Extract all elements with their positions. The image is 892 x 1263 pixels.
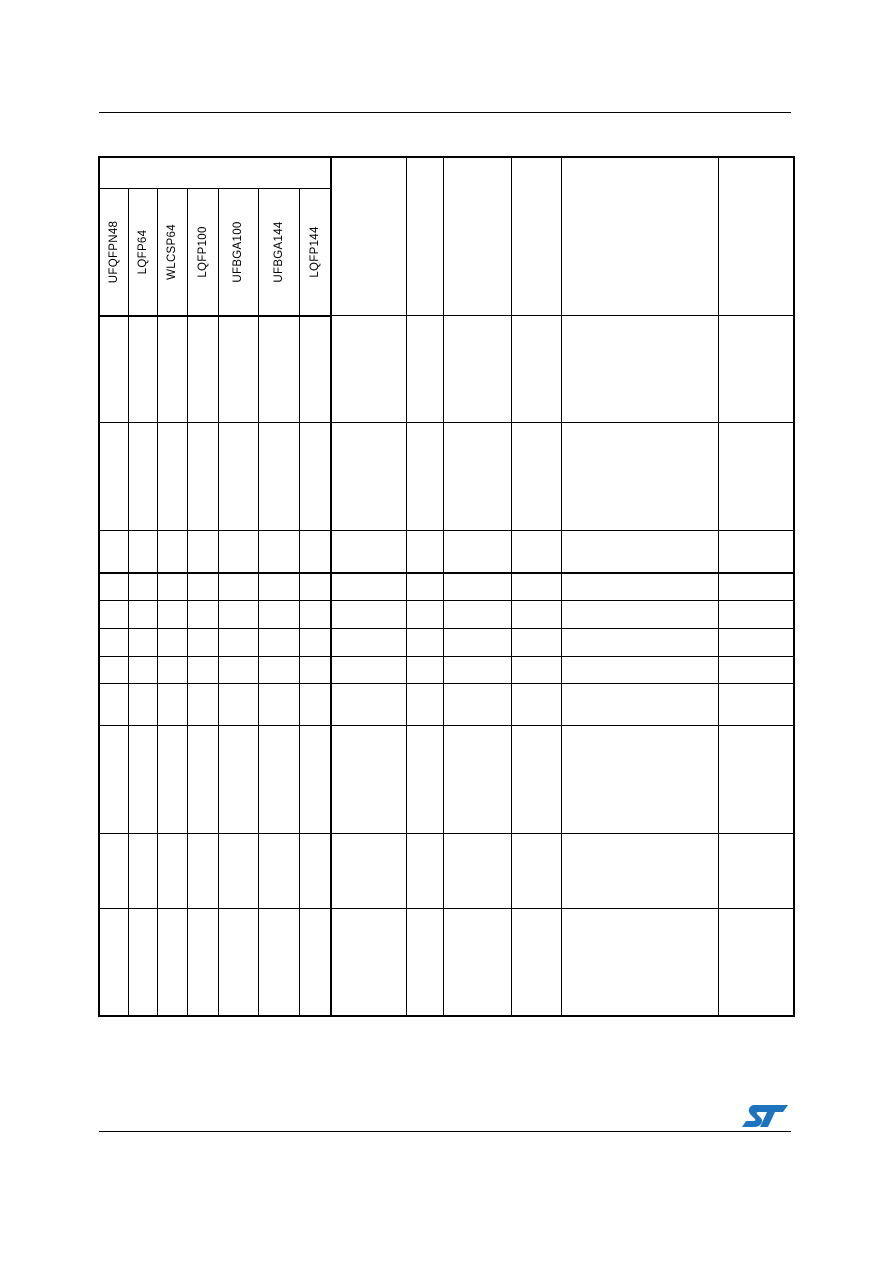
table-cell <box>299 834 331 909</box>
table-cell <box>561 573 718 601</box>
table-cell <box>718 316 794 423</box>
table-cell <box>99 531 128 573</box>
table-cell <box>406 684 443 726</box>
table-cell <box>561 657 718 684</box>
table-cell <box>561 531 718 573</box>
table-cell <box>511 834 561 909</box>
notes-header <box>511 157 561 316</box>
table-cell <box>187 573 218 601</box>
table-cell <box>99 601 128 629</box>
table-cell <box>218 573 258 601</box>
table-cell <box>299 531 331 573</box>
table-cell <box>99 684 128 726</box>
table-cell <box>157 834 187 909</box>
table-cell <box>128 601 157 629</box>
table-cell <box>258 684 299 726</box>
table-cell <box>99 726 128 834</box>
table-cell <box>258 423 299 531</box>
table-cell <box>331 316 406 423</box>
pin-name-header <box>331 157 406 316</box>
table-cell <box>157 726 187 834</box>
table-cell <box>99 423 128 531</box>
table-cell <box>187 657 218 684</box>
table-row <box>99 316 794 423</box>
table-cell <box>511 531 561 573</box>
table-cell <box>99 909 128 1016</box>
table-cell <box>443 531 511 573</box>
package-header-wlcsp64: WLCSP64 <box>157 188 187 316</box>
table-cell <box>561 834 718 909</box>
table-cell <box>718 909 794 1016</box>
table-body <box>99 316 794 1016</box>
table-cell <box>258 657 299 684</box>
table-cell <box>258 531 299 573</box>
table-cell <box>331 909 406 1016</box>
table-cell <box>299 909 331 1016</box>
table-cell <box>406 573 443 601</box>
table-cell <box>218 531 258 573</box>
table-cell <box>258 726 299 834</box>
table-row <box>99 423 794 531</box>
table-cell <box>187 601 218 629</box>
table-cell <box>218 726 258 834</box>
table-cell <box>218 909 258 1016</box>
table-cell <box>331 834 406 909</box>
table-cell <box>157 657 187 684</box>
table-row <box>99 531 794 573</box>
table-cell <box>331 423 406 531</box>
table-cell <box>561 423 718 531</box>
table-cell <box>187 423 218 531</box>
table-cell <box>157 909 187 1016</box>
table-cell <box>187 834 218 909</box>
table-cell <box>511 316 561 423</box>
table-row <box>99 684 794 726</box>
table-cell <box>99 316 128 423</box>
table-cell <box>128 573 157 601</box>
table-cell <box>299 573 331 601</box>
table-cell <box>128 909 157 1016</box>
table-cell <box>443 316 511 423</box>
table-cell <box>128 629 157 657</box>
table-cell <box>718 684 794 726</box>
table-cell <box>561 316 718 423</box>
table-cell <box>511 423 561 531</box>
table-cell <box>331 684 406 726</box>
table-cell <box>187 531 218 573</box>
table-row <box>99 834 794 909</box>
package-header-lqfp100: LQFP100 <box>187 188 218 316</box>
package-header-ufbga144: UFBGA144 <box>258 188 299 316</box>
package-header-ufbga100: UFBGA100 <box>218 188 258 316</box>
io-structure-header <box>443 157 511 316</box>
table-cell <box>718 629 794 657</box>
table-cell <box>187 316 218 423</box>
table-cell <box>187 909 218 1016</box>
table-cell <box>157 684 187 726</box>
table-cell <box>718 423 794 531</box>
table-cell <box>299 316 331 423</box>
table-cell <box>443 834 511 909</box>
table-cell <box>128 726 157 834</box>
pin-number-group-header <box>99 157 331 188</box>
table-cell <box>258 601 299 629</box>
table-cell <box>99 573 128 601</box>
table-cell <box>406 629 443 657</box>
table-cell <box>561 684 718 726</box>
table-cell <box>443 726 511 834</box>
table-cell <box>406 423 443 531</box>
table-cell <box>99 657 128 684</box>
table-cell <box>406 531 443 573</box>
table-cell <box>406 601 443 629</box>
table-row <box>99 629 794 657</box>
pin-type-header <box>406 157 443 316</box>
table-cell <box>187 629 218 657</box>
alternate-functions-header <box>561 157 718 316</box>
table-cell <box>99 629 128 657</box>
table-cell <box>157 531 187 573</box>
table-cell <box>218 316 258 423</box>
table-cell <box>561 909 718 1016</box>
table-cell <box>258 909 299 1016</box>
footer-rule <box>99 1131 791 1132</box>
table-cell <box>299 423 331 531</box>
table-cell <box>511 909 561 1016</box>
table-cell <box>128 834 157 909</box>
table-cell <box>718 531 794 573</box>
table-cell <box>299 657 331 684</box>
table-cell <box>511 601 561 629</box>
table-cell <box>406 657 443 684</box>
table-cell <box>511 726 561 834</box>
table-cell <box>718 601 794 629</box>
table-cell <box>157 573 187 601</box>
table-cell <box>157 629 187 657</box>
additional-functions-header <box>718 157 794 316</box>
table-cell <box>157 601 187 629</box>
table-cell <box>331 657 406 684</box>
table-cell <box>511 684 561 726</box>
table-cell <box>443 629 511 657</box>
table-cell <box>128 657 157 684</box>
table-cell <box>218 601 258 629</box>
table-cell <box>157 316 187 423</box>
table-cell <box>99 834 128 909</box>
table-cell <box>511 657 561 684</box>
table-cell <box>443 601 511 629</box>
table-cell <box>443 423 511 531</box>
table-cell <box>258 316 299 423</box>
table-cell <box>443 657 511 684</box>
table-cell <box>128 423 157 531</box>
table-cell <box>718 834 794 909</box>
package-header-ufqfpn48: UFQFPN48 <box>99 188 128 316</box>
package-header-lqfp144: LQFP144 <box>299 188 331 316</box>
table-cell <box>187 684 218 726</box>
header-rule <box>99 112 791 113</box>
table-cell <box>187 726 218 834</box>
table-cell <box>128 531 157 573</box>
table-cell <box>258 834 299 909</box>
table-row <box>99 726 794 834</box>
table-cell <box>157 423 187 531</box>
table-cell <box>299 601 331 629</box>
table-row <box>99 601 794 629</box>
table-row <box>99 573 794 601</box>
table-row <box>99 909 794 1016</box>
table-cell <box>406 726 443 834</box>
table-cell <box>561 629 718 657</box>
table-cell <box>561 601 718 629</box>
table-cell <box>331 629 406 657</box>
table-cell <box>406 316 443 423</box>
table-cell <box>258 573 299 601</box>
table-cell <box>443 909 511 1016</box>
table-cell <box>299 629 331 657</box>
table-cell <box>128 684 157 726</box>
table-cell <box>718 573 794 601</box>
table-cell <box>718 726 794 834</box>
table-cell <box>406 834 443 909</box>
table-cell <box>218 834 258 909</box>
table-cell <box>258 629 299 657</box>
st-logo-icon <box>742 1103 788 1129</box>
pinout-table <box>98 156 795 1017</box>
table-cell <box>331 531 406 573</box>
table-cell <box>718 657 794 684</box>
package-header-lqfp64: LQFP64 <box>128 188 157 316</box>
table-cell <box>299 726 331 834</box>
table-cell <box>406 909 443 1016</box>
table-cell <box>218 657 258 684</box>
table-cell <box>218 684 258 726</box>
table-cell <box>299 684 331 726</box>
table-cell <box>443 684 511 726</box>
table-cell <box>443 573 511 601</box>
table-cell <box>331 573 406 601</box>
table-cell <box>331 601 406 629</box>
table-cell <box>218 423 258 531</box>
table-cell <box>561 726 718 834</box>
table-row <box>99 657 794 684</box>
table-cell <box>128 316 157 423</box>
table-cell <box>511 573 561 601</box>
table-cell <box>511 629 561 657</box>
table-cell <box>218 629 258 657</box>
table-cell <box>331 726 406 834</box>
